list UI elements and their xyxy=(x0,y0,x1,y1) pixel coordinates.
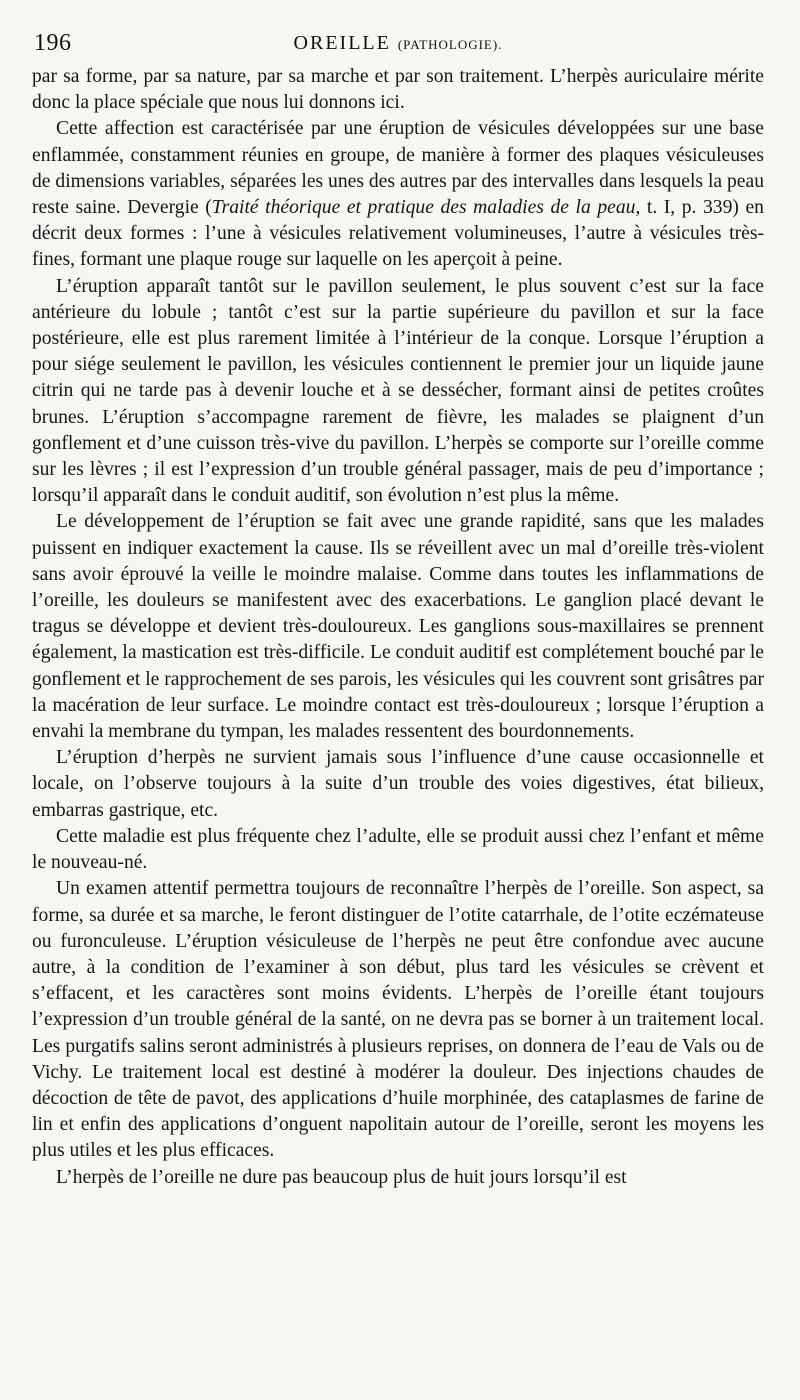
running-head xyxy=(32,32,764,55)
book-title-citation: Traité théorique et pratique des maladies de la peau xyxy=(211,197,636,219)
page-number: 196 xyxy=(34,30,72,56)
paragraph-duration xyxy=(32,1165,764,1191)
paragraph-description xyxy=(32,116,764,273)
paragraph-text-after: , t. I, p. 339) en décrit deux formes : l’une à vésicules relativement volumineuses, l’autre à vésicules très-fines, formant une plaque rouge sur laquelle on les aperçoit à peine. xyxy=(32,197,764,271)
paragraph-text: par sa forme, par sa nature, par sa marche et par son traitement. L’herpès auriculaire mérite donc la place spéciale que nous lui donnons ici. xyxy=(32,66,764,114)
paragraph-text: Un examen attentif permettra toujours de reconnaître l’herpès de l’oreille. Son aspect, sa forme, sa durée et sa marche, le feront distinguer de l’otite catarrhale, de l’otite eczémateuse ou furonculeuse. L’éruption vésiculeuse de l’herpès ne peut être confondue avec aucune autre, à la condition de l’examiner à son début, plus tard les vésicules se crèvent et s’effacent, et les caractères sont moins évidents. L’herpès de l’oreille étant toujours l’expression d’un trouble général de la santé, on ne devra pas se borner à un traitement local. Les purgatifs salins seront administrés à plusieurs reprises, on donnera de l’eau de Vals ou de Vichy. Le traitement local est destiné à modérer la douleur. Des injections chaudes de décoction de tête de pavot, des applications d’huile morphinée, des cataplasmes de farine de lin et enfin des applications d’onguent napolitain autour de l’oreille, seront les moyens les plus utiles et les plus efficaces. xyxy=(32,878,764,1162)
paragraph-text: L’herpès de l’oreille ne dure pas beaucoup plus de huit jours lorsqu’il est xyxy=(56,1166,627,1188)
running-head-subtitle: (PATHOLOGIE). xyxy=(397,37,503,52)
paragraph-text: Cette affection est caractérisée par une éruption de vésicules développées sur une base enflammée, constamment réunies en groupe, de manière à former des plaques vésiculeuses de dimensions variables, séparées les unes des autres par des intervalles dans lesquels la peau reste saine. Devergie ( xyxy=(32,118,764,219)
paragraph-text: Cette maladie est plus fréquente chez l’adulte, elle se produit aussi chez l’enfant et même le nouveau-né. xyxy=(32,825,764,874)
paragraph-location xyxy=(32,274,764,510)
running-head-title: OREILLE xyxy=(293,32,391,54)
paragraph-text: L’éruption d’herpès ne survient jamais sous l’influence d’une cause occasionnelle et locale, on l’observe toujours à la suite d’un trouble des voies digestives, état bilieux, embarras gastrique, etc. xyxy=(32,747,764,821)
body-text xyxy=(32,64,764,1191)
page-header xyxy=(32,24,764,64)
paragraph-text: L’éruption apparaît tantôt sur le pavillon seulement, le plus souvent c’est sur la face antérieure du lobule ; tantôt c’est sur la partie supérieure du pavillon et sur la face postérieure, elle est plus rarement limitée à l’intérieur de la conque. Lorsque l’éruption a pour siége seulement le pavillon, les vésicules contiennent le premier jour un liquide jaune citrin qui ne tarde pas à devenir louche et à se dessécher, formant ainsi de petites croûtes brunes. L’éruption s’accompagne rarement de fièvre, les malades se plaignent d’un gonflement et d’une cuisson très-vive du pavillon. L’herpès se comporte sur l’oreille comme sur les lèvres ; il est l’expression d’un trouble général passager, mais de peu d’importance ; lorsqu’il apparaît dans le conduit auditif, son évolution n’est plus la même. xyxy=(32,275,764,507)
paragraph-development xyxy=(32,509,764,745)
paragraph-frequency xyxy=(32,824,764,876)
paragraph-diagnosis-treatment xyxy=(32,876,764,1164)
paragraph-cause xyxy=(32,745,764,824)
paragraph-text: Le développement de l’éruption se fait avec une grande rapidité, sans que les malades puissent en indiquer exactement la cause. Ils se réveillent avec un mal d’oreille très-violent sans avoir éprouvé la veille le moindre malaise. Comme dans toutes les inflammations de l’oreille, les douleurs se manifestent avec des exacerbations. Le ganglion placé devant le tragus se développe et devient très-douloureux. Les ganglions sous-maxillaires se prennent également, la mastication est très-difficile. Le conduit auditif est complétement bouché par le gonflement et le rapprochement de ses parois, les vésicules qui les couvrent sont grisâtres par la macération de leur surface. Le moindre contact est très-douloureux ; lorsque l’éruption a envahi la membrane du tympan, les malades ressentent des bourdonnements. xyxy=(32,511,764,743)
paragraph-continuation xyxy=(32,64,764,116)
